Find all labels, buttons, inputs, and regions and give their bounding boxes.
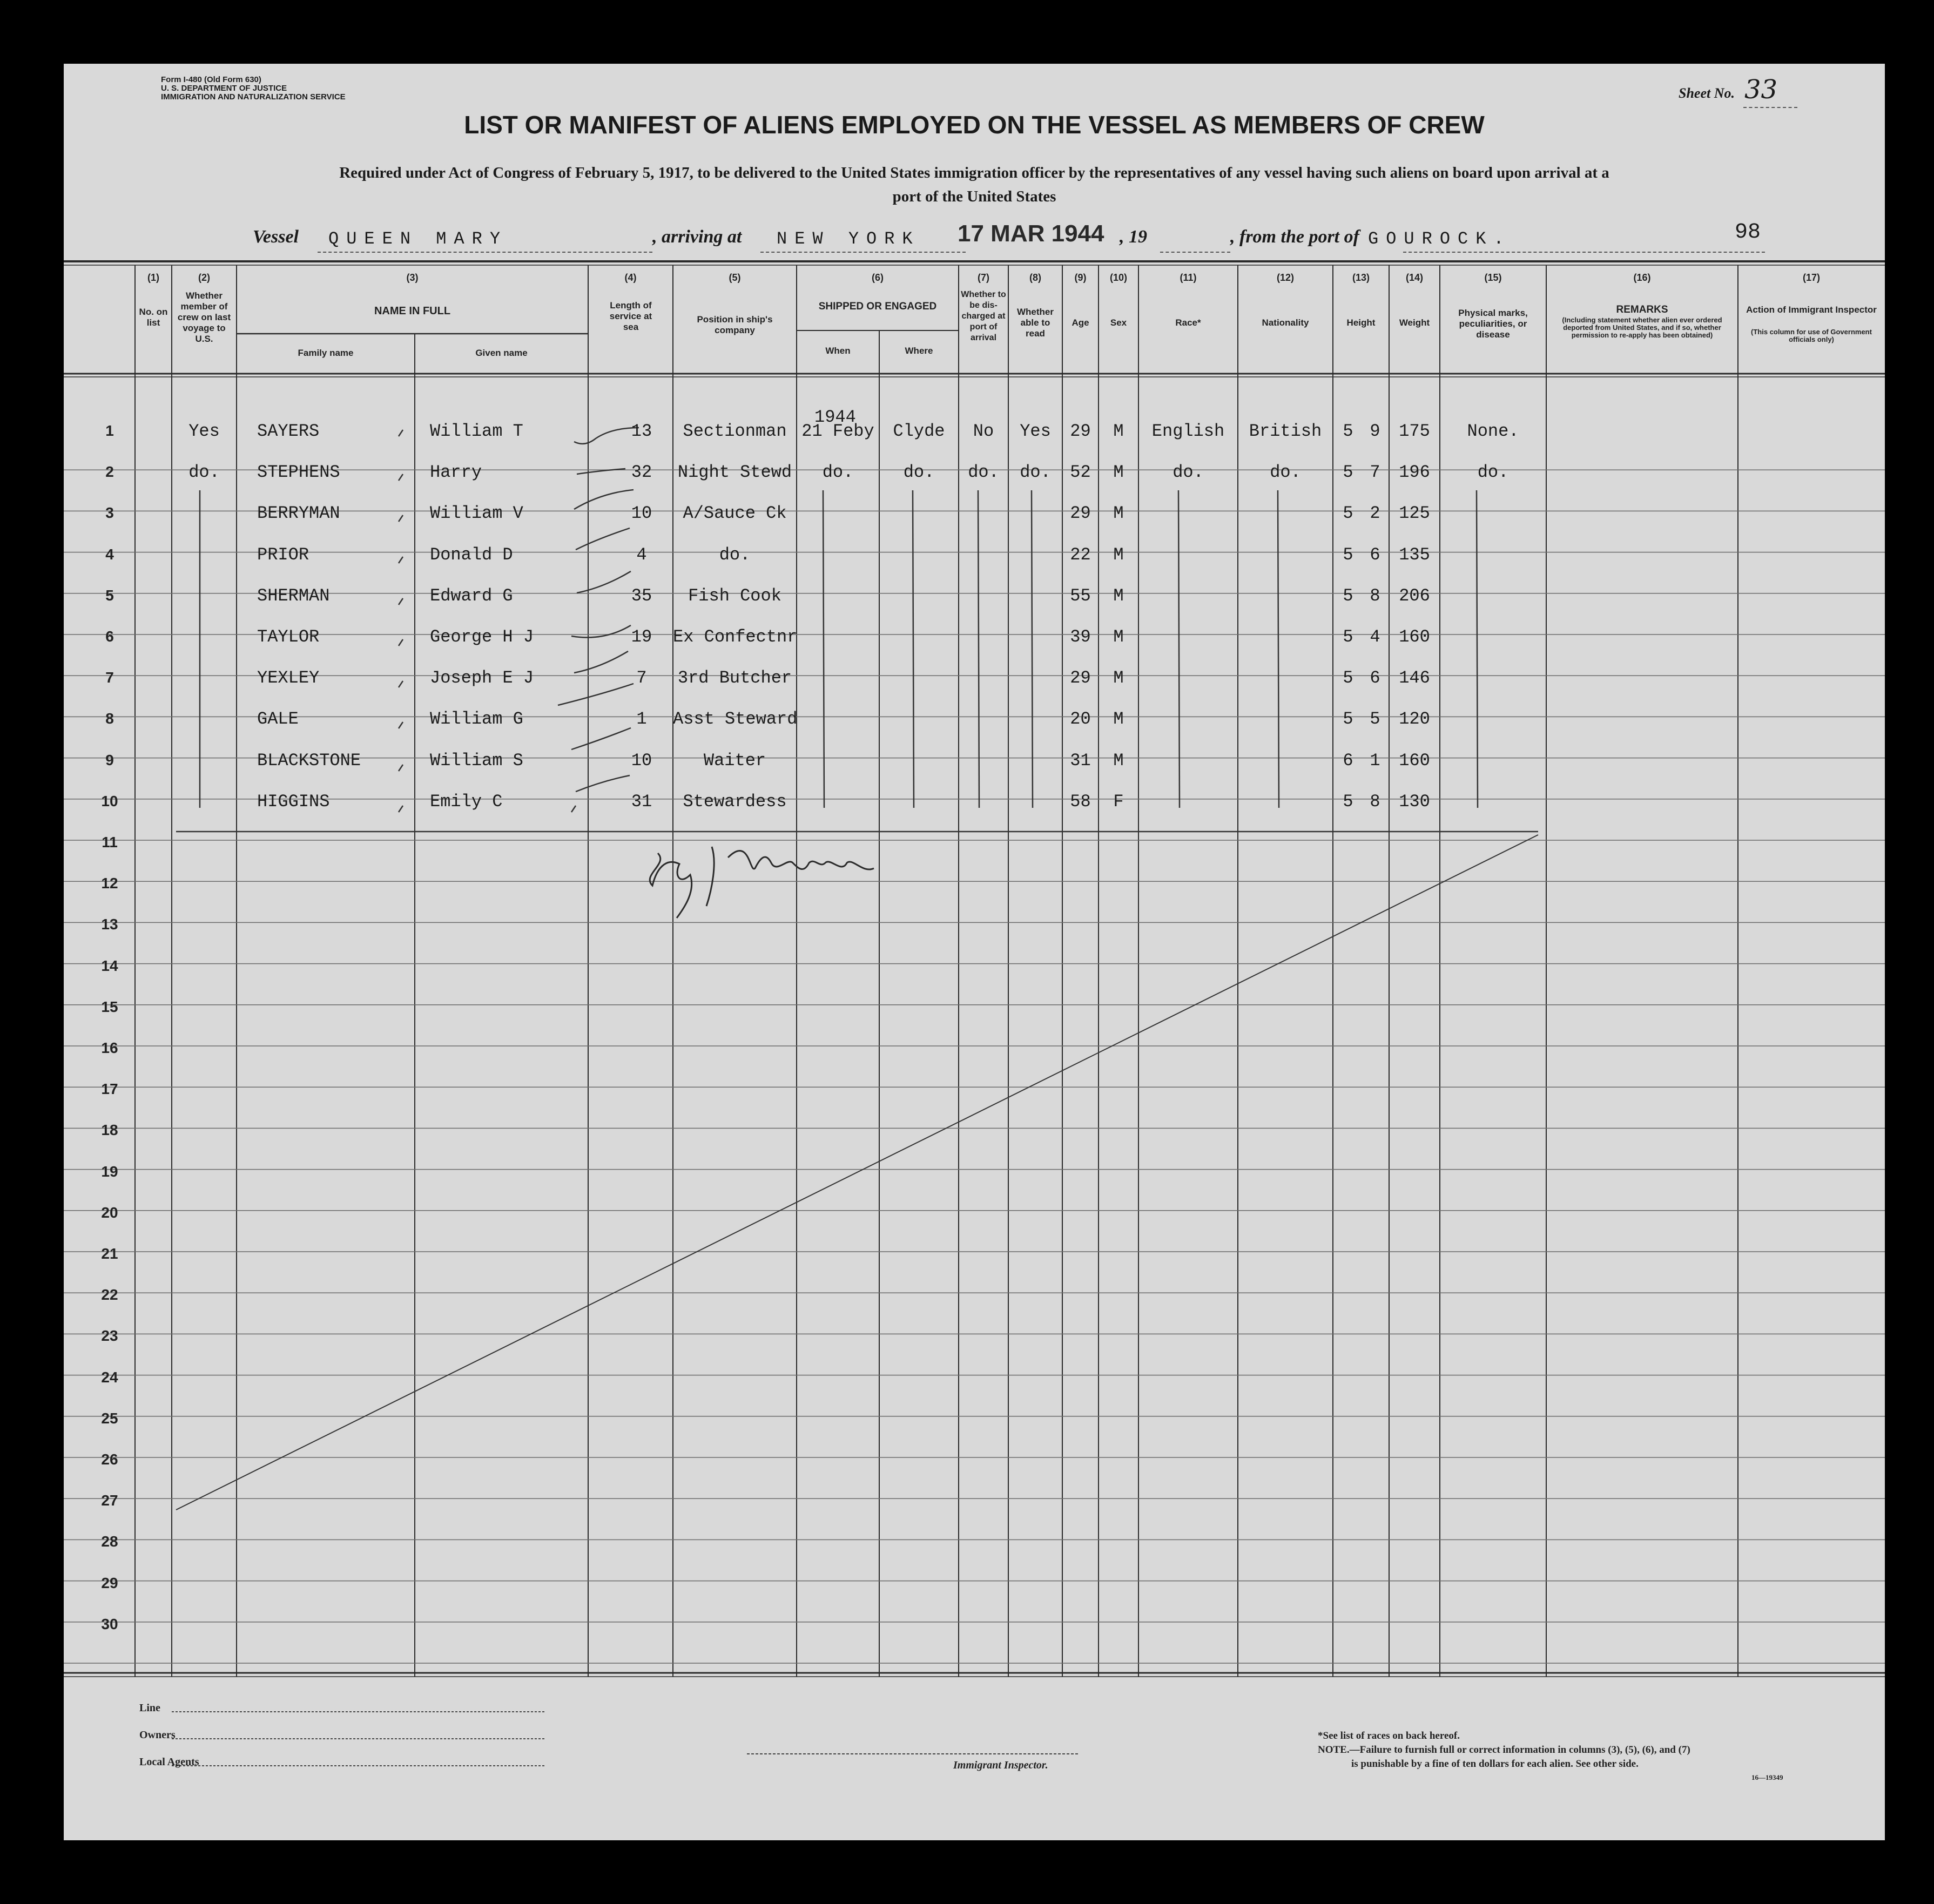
department: U. S. DEPARTMENT OF JUSTICE: [161, 84, 287, 93]
row-number: 14: [101, 957, 118, 974]
weight: 160: [1399, 750, 1430, 771]
col17-number: (17): [1802, 272, 1820, 283]
arriving-label: , arriving at: [652, 227, 742, 247]
weight: 125: [1399, 503, 1430, 524]
row-number: 27: [101, 1492, 118, 1509]
year-label: , 19: [1120, 227, 1147, 247]
col-header-when: When: [825, 346, 851, 356]
row-number: 15: [101, 998, 118, 1015]
weight: 196: [1399, 462, 1430, 483]
age: 20: [1070, 709, 1091, 730]
row-number: 11: [102, 834, 118, 850]
col7-number: (7): [978, 272, 989, 283]
age: 29: [1070, 421, 1091, 441]
given-name: George H J: [430, 627, 534, 647]
col10-number: (10): [1109, 272, 1127, 283]
height-inches: 9: [1370, 421, 1380, 441]
col5-number: (5): [729, 272, 741, 283]
shipped-when: do.: [822, 462, 854, 483]
family-name: SAYERS: [257, 421, 320, 441]
col-header-weight: Weight: [1399, 318, 1430, 328]
given-name: Harry: [430, 462, 482, 483]
row-number: 28: [101, 1533, 118, 1550]
position: 3rd Butcher: [677, 668, 792, 688]
departure-port: GOUROCK.: [1368, 229, 1512, 249]
vessel-label: Vessel: [253, 227, 299, 247]
weight: 160: [1399, 627, 1430, 647]
age: 39: [1070, 627, 1091, 647]
row-number: 13: [101, 916, 118, 933]
col-header-member: Whether member of crew on last voyage to U.S.: [177, 291, 231, 344]
row-number: 17: [101, 1081, 118, 1098]
col-header-inspector-action: Action of Immigrant Inspector: [1746, 305, 1877, 315]
position: Asst Steward: [673, 709, 798, 730]
stamp-number: 98: [1735, 220, 1761, 245]
col-header-sex: Sex: [1110, 318, 1127, 328]
race: English: [1151, 421, 1225, 441]
col4-number: (4): [624, 272, 637, 283]
penalty-note-2: is punishable by a fine of ten dollars for each alien. See other side.: [1351, 1758, 1639, 1770]
nationality: British: [1249, 421, 1322, 441]
crew-member-status: Yes: [188, 421, 220, 441]
height-feet: 5: [1343, 503, 1353, 524]
discharged: No: [973, 421, 994, 441]
age: 58: [1070, 791, 1091, 812]
row-number: 9: [105, 751, 114, 768]
col-header-marks: Physical marks, peculiarities, or disease: [1458, 308, 1528, 340]
sex: M: [1113, 544, 1124, 565]
col11-number: (11): [1180, 272, 1197, 283]
family-name: PRIOR: [257, 544, 309, 565]
col16-number: (16): [1633, 272, 1651, 283]
race-note: *See list of races on back hereof.: [1318, 1730, 1460, 1741]
col-header-service: Length of service at sea: [609, 300, 652, 332]
col13-number: (13): [1352, 272, 1370, 283]
col-header-nationality: Nationality: [1262, 318, 1309, 328]
position: A/Sauce Ck: [683, 503, 787, 524]
col-header-name: NAME IN FULL: [374, 305, 451, 317]
position: do.: [719, 544, 751, 565]
sheet-label: Sheet No.: [1679, 85, 1735, 101]
col-header-race: Race*: [1175, 318, 1201, 328]
family-name: STEPHENS: [257, 462, 340, 483]
sheet-number: 33: [1744, 75, 1778, 105]
row-number: 7: [105, 669, 114, 686]
age: 52: [1070, 462, 1091, 483]
row-number: 16: [101, 1039, 118, 1056]
height-feet: 5: [1343, 709, 1353, 730]
col-header-read: Whether able to read: [1017, 307, 1054, 339]
service-name: IMMIGRATION AND NATURALIZATION SERVICE: [161, 92, 346, 102]
height-feet: 5: [1343, 544, 1353, 565]
manifest-sheet: [64, 64, 1885, 1840]
arriving-port: NEW YORK: [777, 229, 920, 249]
discharged: do.: [968, 462, 999, 483]
height-feet: 6: [1343, 750, 1353, 771]
row-number: 8: [105, 710, 114, 727]
row-number: 1: [105, 422, 114, 439]
col-header-no: No. on list: [139, 307, 168, 328]
age: 31: [1070, 750, 1091, 771]
age: 29: [1070, 503, 1091, 524]
row-number: 26: [101, 1451, 118, 1468]
row-number: 5: [105, 586, 114, 604]
family-name: YEXLEY: [257, 668, 320, 688]
weight: 120: [1399, 709, 1430, 730]
sex: F: [1113, 791, 1124, 812]
col3-number: (3): [406, 272, 419, 283]
given-name: William G: [430, 709, 523, 730]
service-years: 35: [631, 585, 652, 606]
row-number: 3: [105, 504, 114, 522]
col-header-position: Position in ship's company: [697, 314, 773, 335]
local-agents-label: Local Agents: [139, 1756, 199, 1768]
row-number: 2: [105, 463, 114, 481]
height-inches: 8: [1370, 585, 1380, 606]
row-number: 4: [105, 545, 114, 563]
race: do.: [1172, 462, 1204, 483]
col-header-inspector-note: (This column for use of Government officials only): [1751, 328, 1872, 343]
row-number: 24: [101, 1368, 118, 1386]
service-years: 1: [636, 709, 647, 730]
row-number: 30: [101, 1615, 118, 1632]
col12-number: (12): [1276, 272, 1294, 283]
col15-number: (15): [1484, 272, 1502, 283]
sex: M: [1113, 462, 1124, 483]
given-name: Edward G: [430, 585, 513, 606]
physical-marks: None.: [1467, 421, 1519, 441]
position: Fish Cook: [688, 585, 781, 606]
row-number: 21: [101, 1245, 118, 1262]
col9-number: (9): [1074, 272, 1087, 283]
row-number: 23: [101, 1327, 118, 1345]
service-years: 10: [631, 503, 652, 524]
service-years: 32: [631, 462, 652, 483]
able-to-read: do.: [1020, 462, 1051, 483]
service-years: 19: [631, 627, 652, 647]
given-name: William S: [430, 750, 523, 771]
given-name: William V: [430, 503, 523, 524]
given-name: Emily C: [430, 791, 503, 812]
vessel-name: QUEEN MARY: [328, 229, 508, 249]
height-inches: 6: [1370, 544, 1380, 565]
weight: 206: [1399, 585, 1430, 606]
row-number: 29: [101, 1574, 118, 1591]
height-feet: 5: [1343, 585, 1353, 606]
family-name: GALE: [257, 709, 299, 730]
position: Night Stewd: [677, 462, 792, 483]
row-number: 22: [101, 1286, 118, 1304]
col-header-age: Age: [1072, 318, 1089, 328]
able-to-read: Yes: [1020, 421, 1051, 441]
owners-label: Owners: [139, 1729, 176, 1741]
col-header-where: Where: [905, 346, 933, 356]
col14-number: (14): [1405, 272, 1423, 283]
weight: 135: [1399, 544, 1430, 565]
crew-member-status: do.: [188, 462, 220, 483]
form-id: Form I-480 (Old Form 630): [161, 75, 261, 84]
height-feet: 5: [1343, 791, 1353, 812]
penalty-note-1: NOTE.—Failure to furnish full or correct information in columns (3), (5), (6), and (7): [1318, 1744, 1690, 1756]
position: Stewardess: [683, 791, 787, 812]
given-name: Joseph E J: [430, 668, 534, 688]
col6-number: (6): [872, 272, 884, 283]
family-name: BERRYMAN: [257, 503, 340, 524]
height-inches: 5: [1370, 709, 1380, 730]
given-name: William T: [430, 421, 523, 441]
row-number: 12: [101, 875, 118, 892]
weight: 146: [1399, 668, 1430, 688]
sex: M: [1113, 750, 1124, 771]
line-label: Line: [139, 1702, 160, 1714]
family-name: TAYLOR: [257, 627, 320, 647]
page-title: LIST OR MANIFEST OF ALIENS EMPLOYED ON THE VESSEL AS MEMBERS OF CREW: [464, 111, 1485, 139]
weight: 130: [1399, 791, 1430, 812]
shipped-where: Clyde: [893, 421, 945, 441]
position: Waiter: [703, 750, 766, 771]
height-feet: 5: [1343, 421, 1353, 441]
col2-number: (2): [198, 272, 210, 283]
row-number: 20: [101, 1204, 118, 1221]
inspector-signature: [650, 847, 874, 918]
row-number: 19: [101, 1163, 118, 1180]
family-name: HIGGINS: [257, 791, 330, 812]
col1-number: (1): [147, 272, 159, 283]
from-port-label: , from the port of: [1230, 227, 1359, 247]
service-years: 31: [631, 791, 652, 812]
subtitle-line1: Required under Act of Congress of February 5, 1917, to be delivered to the United States immigration officer by the representatives of any vessel having such aliens on board upon arrival at a: [339, 164, 1609, 181]
height-feet: 5: [1343, 462, 1353, 483]
col-header-family: Family name: [298, 348, 354, 358]
col-header-remarks-note: (Including statement whether alien ever ordered deported from United States, and if so, whether permission to re-apply has been obtained): [1562, 316, 1722, 339]
family-name: SHERMAN: [257, 585, 330, 606]
nationality: do.: [1270, 462, 1301, 483]
height-feet: 5: [1343, 627, 1353, 647]
family-name: BLACKSTONE: [257, 750, 361, 771]
subtitle-line2: port of the United States: [892, 188, 1056, 205]
height-feet: 5: [1343, 668, 1353, 688]
row-number: 6: [105, 628, 114, 645]
service-years: 7: [636, 668, 647, 688]
col-header-remarks: REMARKS: [1616, 304, 1668, 315]
height-inches: 8: [1370, 791, 1380, 812]
shipped-when: 21 Feby: [801, 421, 874, 441]
col-header-shipped: SHIPPED OR ENGAGED: [818, 301, 937, 312]
physical-marks: do.: [1477, 462, 1509, 483]
service-years: 13: [631, 421, 652, 441]
sex: M: [1113, 585, 1124, 606]
height-inches: 1: [1370, 750, 1380, 771]
height-inches: 7: [1370, 462, 1380, 483]
age: 22: [1070, 544, 1091, 565]
given-name: Donald D: [430, 544, 513, 565]
height-inches: 4: [1370, 627, 1380, 647]
row-number: 10: [101, 792, 118, 809]
print-code: 16—19349: [1751, 1773, 1783, 1781]
col-header-height: Height: [1346, 318, 1376, 328]
date-stamp: 17 MAR 1944: [958, 220, 1104, 247]
age: 55: [1070, 585, 1091, 606]
shipped-year-note: 1944: [814, 407, 856, 427]
col-header-given: Given name: [475, 348, 528, 358]
height-inches: 2: [1370, 503, 1380, 524]
col-header-discharged: Whether to be dis- charged at port of arrival: [961, 290, 1006, 342]
service-years: 10: [631, 750, 652, 771]
service-years: 4: [636, 544, 647, 565]
position: Ex Confectnr: [673, 627, 798, 647]
height-inches: 6: [1370, 668, 1380, 688]
row-number: 18: [101, 1122, 118, 1139]
sex: M: [1113, 421, 1124, 441]
age: 29: [1070, 668, 1091, 688]
shipped-where: do.: [903, 462, 935, 483]
weight: 175: [1399, 421, 1430, 441]
sex: M: [1113, 709, 1124, 730]
immigrant-inspector-label: Immigrant Inspector.: [953, 1759, 1048, 1771]
col8-number: (8): [1029, 272, 1041, 283]
sex: M: [1113, 668, 1124, 688]
sex: M: [1113, 627, 1124, 647]
row-number: 25: [101, 1409, 118, 1427]
position: Sectionman: [683, 421, 787, 441]
sex: M: [1113, 503, 1124, 524]
